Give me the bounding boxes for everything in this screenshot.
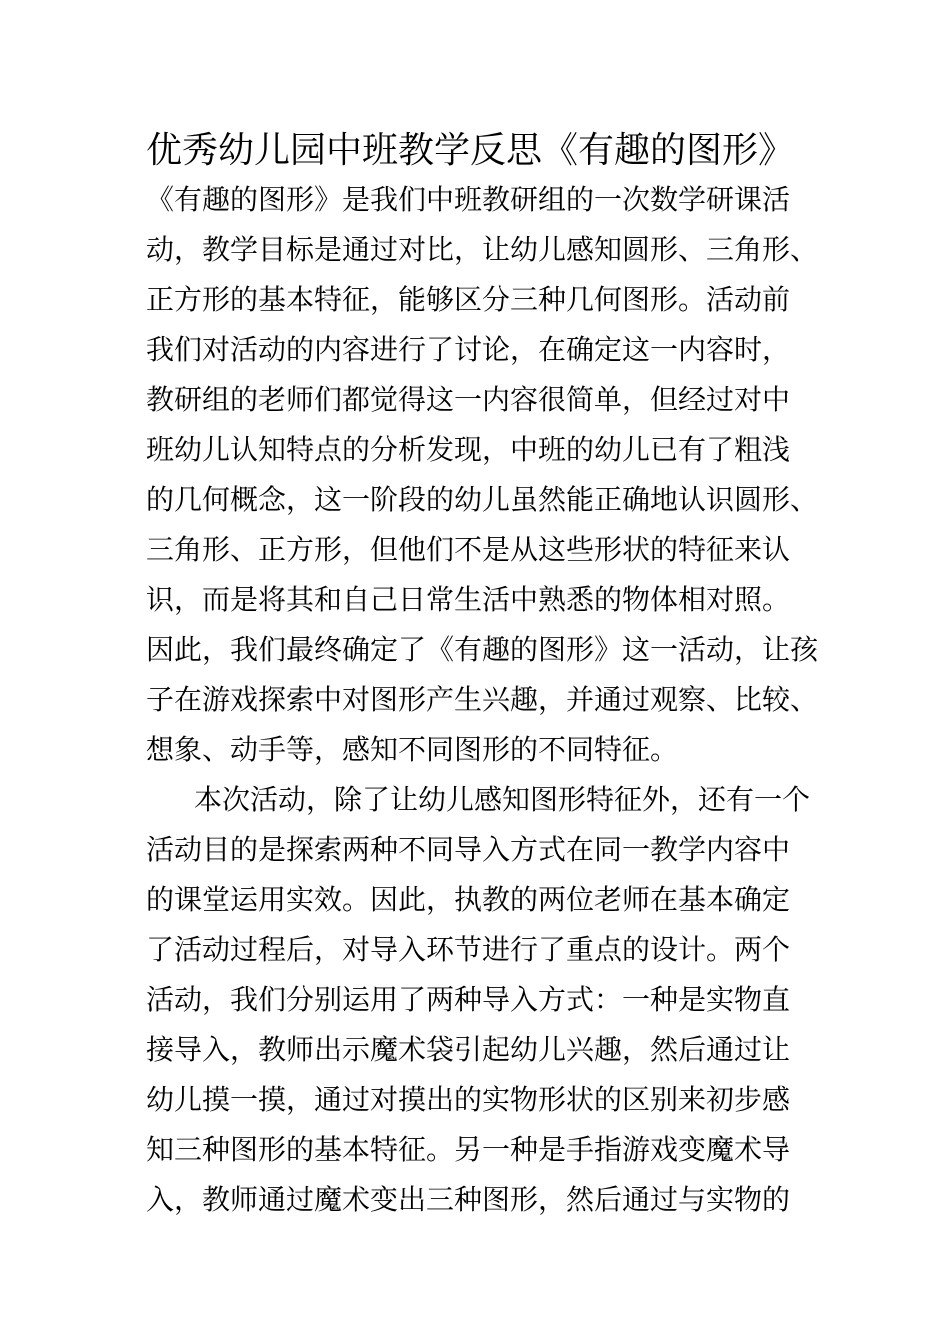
text-line: 知三种图形的基本特征。另一种是手指游戏变魔术导	[146, 1133, 791, 1166]
document-title: 优秀幼儿园中班教学反思《有趣的图形》	[146, 130, 795, 171]
text-line: 接导入，教师出示魔术袋引起幼儿兴趣，然后通过让	[146, 1033, 791, 1066]
text-line: 因此，我们最终确定了《有趣的图形》这一活动，让孩	[146, 633, 819, 666]
text-line: 幼儿摸一摸，通过对摸出的实物形状的区别来初步感	[146, 1083, 791, 1116]
text-line: 的课堂运用实效。因此，执教的两位老师在基本确定	[146, 883, 791, 916]
text-line: 的几何概念，这一阶段的幼儿虽然能正确地认识圆形、	[146, 483, 819, 516]
text-line: 子在游戏探索中对图形产生兴趣，并通过观察、比较、	[146, 683, 819, 716]
text-line: 活动目的是探索两种不同导入方式在同一教学内容中	[146, 833, 791, 866]
text-line: 动，教学目标是通过对比，让幼儿感知圆形、三角形、	[146, 233, 819, 266]
text-line: 我们对活动的内容进行了讨论，在确定这一内容时，	[146, 333, 791, 366]
text-line: 三角形、正方形，但他们不是从这些形状的特征来认	[146, 533, 791, 566]
text-line: 想象、动手等，感知不同图形的不同特征。	[146, 733, 679, 766]
text-line: 教研组的老师们都觉得这一内容很简单，但经过对中	[146, 383, 791, 416]
text-line: 正方形的基本特征，能够区分三种几何图形。活动前	[146, 283, 791, 316]
text-line: 活动，我们分别运用了两种导入方式：一种是实物直	[146, 983, 791, 1016]
text-line: 入，教师通过魔术变出三种图形，然后通过与实物的	[146, 1183, 791, 1216]
text-line: 班幼儿认知特点的分析发现，中班的幼儿已有了粗浅	[146, 433, 791, 466]
text-line: 识，而是将其和自己日常生活中熟悉的物体相对照。	[146, 583, 791, 616]
text-line: 《有趣的图形》是我们中班教研组的一次数学研课活	[146, 183, 791, 216]
text-line-indented: 本次活动，除了让幼儿感知图形特征外，还有一个	[194, 783, 811, 816]
text-line: 了活动过程后，对导入环节进行了重点的设计。两个	[146, 933, 791, 966]
